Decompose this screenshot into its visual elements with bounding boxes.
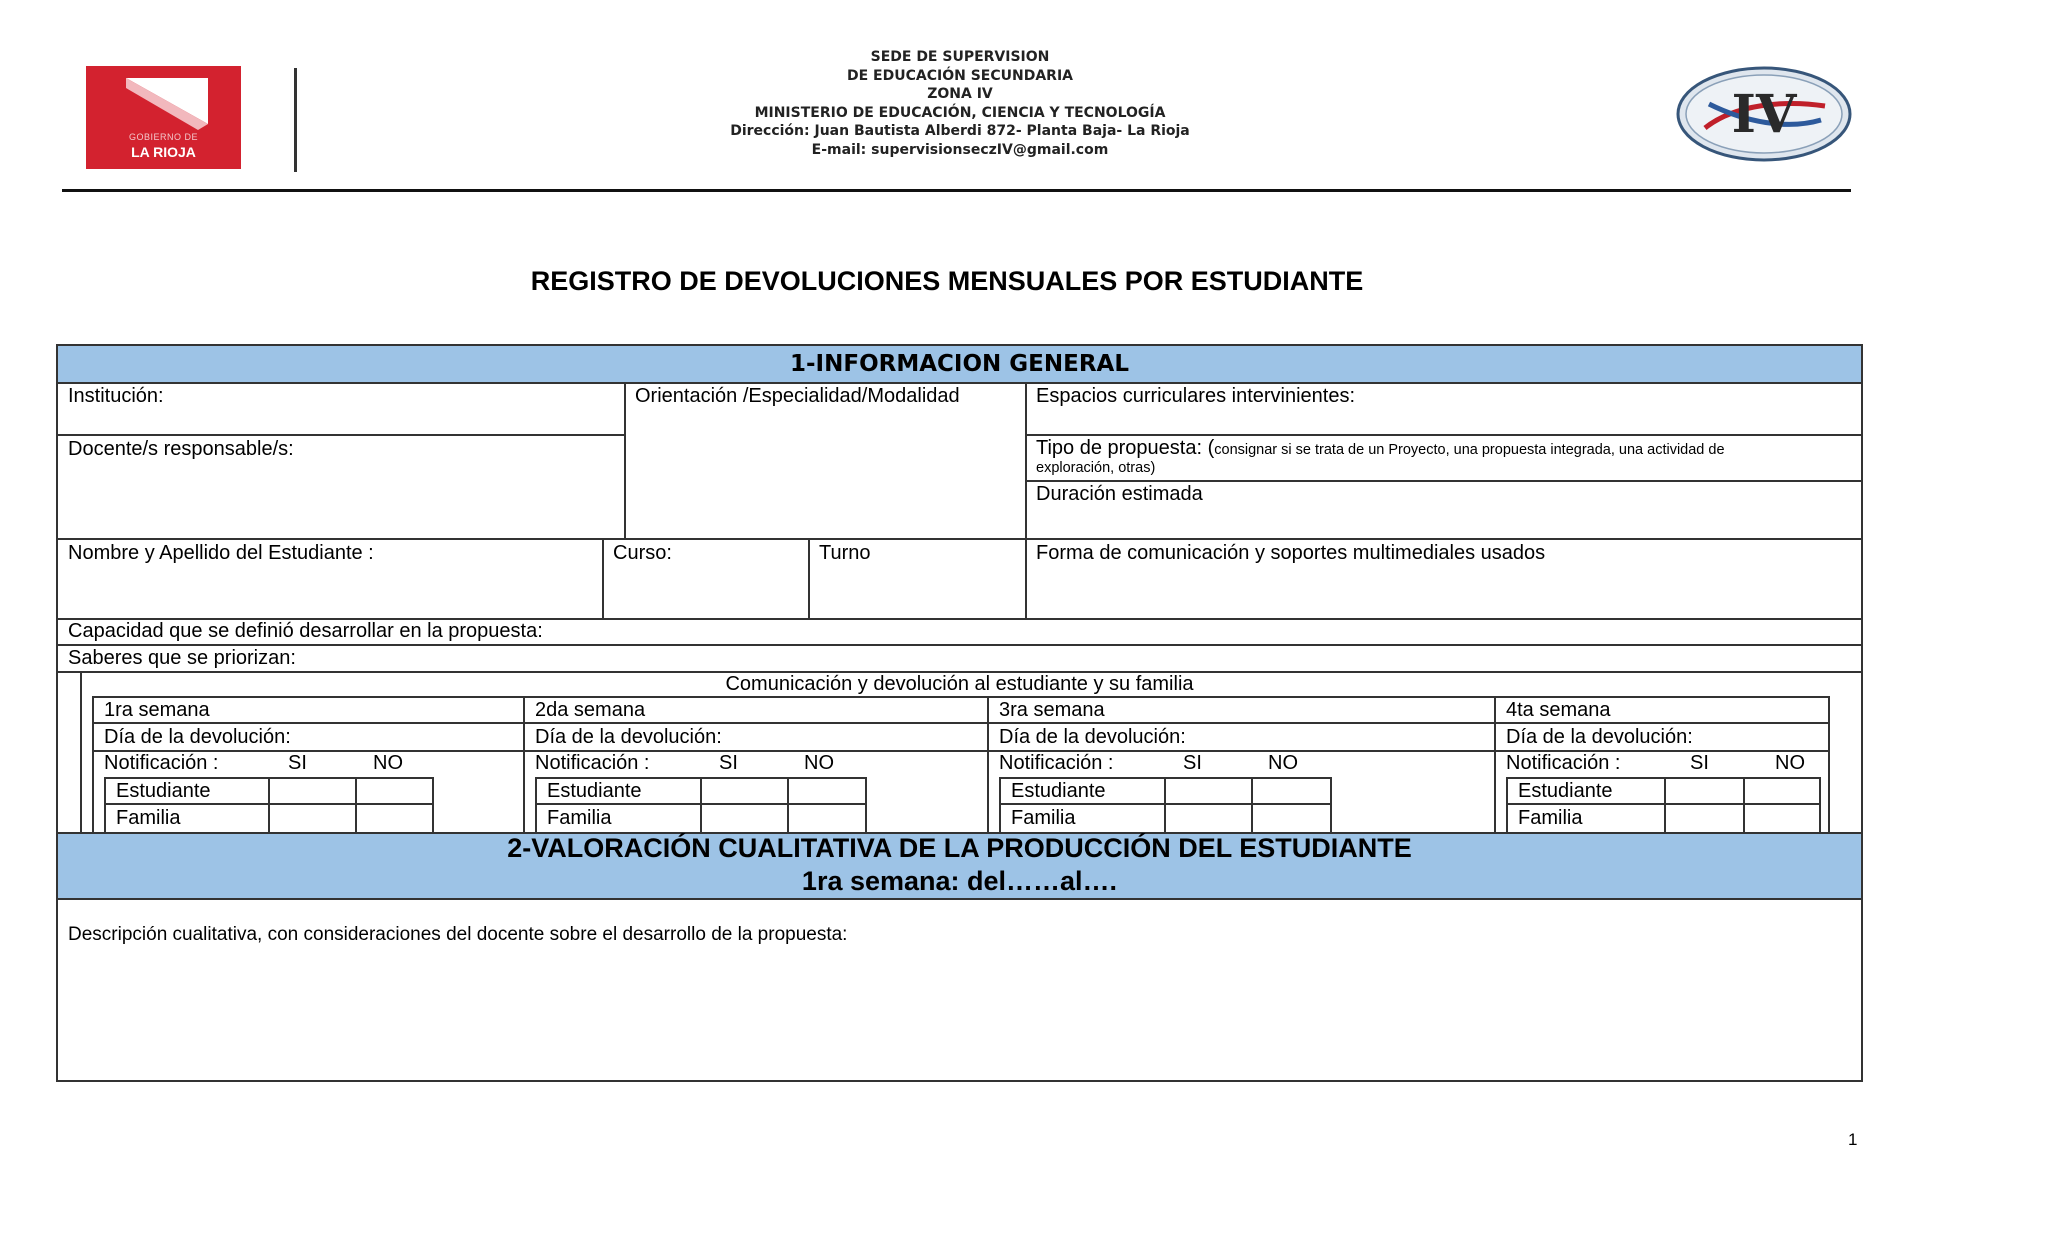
week4-familia: Familia: [1518, 807, 1583, 829]
week4-estudiante: Estudiante: [1518, 780, 1613, 802]
week2-dia: Día de la devolución:: [535, 726, 722, 748]
week1-notificacion: Notificación :: [104, 752, 219, 774]
rule: [58, 382, 1861, 384]
rule: [104, 803, 434, 805]
registro-form: [56, 344, 1863, 1082]
week3-familia: Familia: [1011, 807, 1076, 829]
week2-name: 2da semana: [535, 699, 646, 721]
header-line-4: MINISTERIO DE EDUCACIÓN, CIENCIA Y TECNOLOGÍA: [754, 104, 1166, 121]
zona-iv-seal: [1675, 64, 1853, 164]
header-separator: [294, 68, 297, 172]
rule: [602, 538, 604, 618]
tipo-propuesta-note: consignar si se trata de un Proyecto, una propuesta integrada, una actividad de: [1214, 442, 1725, 458]
duracion-field: Duración estimada: [1036, 483, 1203, 505]
rule: [1025, 434, 1861, 436]
seal-text: IV: [1731, 84, 1797, 145]
rule: [58, 434, 624, 436]
header-line-3: ZONA IV: [927, 86, 993, 103]
logo-text-bottom: LA RIOJA: [131, 144, 196, 160]
week4-no: NO: [1775, 752, 1805, 774]
section2-heading-block: [58, 832, 1861, 898]
forma-comunicacion-field: Forma de comunicación y soportes multimediales usados: [1036, 542, 1546, 564]
rule: [58, 898, 1861, 900]
page-number: 1: [1848, 1130, 1858, 1149]
rule: [535, 803, 867, 805]
logo-text-top: GOBIERNO DE: [128, 132, 198, 142]
header-institution-block: [620, 48, 1300, 160]
week2-notificacion: Notificación :: [535, 752, 650, 774]
rule: [624, 382, 626, 538]
tipo-propuesta-field: [1036, 437, 1725, 460]
nombre-estudiante-field: Nombre y Apellido del Estudiante :: [68, 542, 374, 564]
week2-familia: Familia: [547, 807, 612, 829]
week3-dia: Día de la devolución:: [999, 726, 1186, 748]
week1-name: 1ra semana: [104, 699, 210, 721]
institucion-field: Institución:: [68, 385, 164, 407]
week1-estudiante: Estudiante: [116, 780, 211, 802]
rule: [1025, 480, 1861, 482]
week3-name: 3ra semana: [999, 699, 1105, 721]
document-title: REGISTRO DE DEVOLUCIONES MENSUALES POR ESTUDIANTE: [530, 266, 1364, 296]
week3-notificacion: Notificación :: [999, 752, 1114, 774]
rule: [1506, 803, 1821, 805]
week1-familia: Familia: [116, 807, 181, 829]
week4-name: 4ta semana: [1506, 699, 1611, 721]
docentes-field: Docente/s responsable/s:: [68, 438, 294, 460]
rule: [808, 538, 810, 618]
week4-dia: Día de la devolución:: [1506, 726, 1693, 748]
turno-field: Turno: [819, 542, 871, 564]
orientacion-field: Orientación /Especialidad/Modalidad: [635, 385, 960, 407]
rule: [987, 696, 989, 832]
week2-si: SI: [719, 752, 738, 774]
descripcion-cualitativa-field: Descripción cualitativa, con consideraciones del docente sobre el desarrollo de la propuesta:: [68, 924, 848, 945]
header-rule: [62, 189, 1851, 192]
week1-no: NO: [373, 752, 403, 774]
header-line-1: SEDE DE SUPERVISION: [870, 49, 1050, 65]
week4-si: SI: [1690, 752, 1709, 774]
week1-dia: Día de la devolución:: [104, 726, 291, 748]
header-line-5: Dirección: Juan Bautista Alberdi 872- Planta Baja- La Rioja: [730, 123, 1190, 140]
week3-no: NO: [1268, 752, 1298, 774]
week1-si: SI: [288, 752, 307, 774]
tipo-propuesta-label: Tipo de propuesta: (: [1036, 437, 1215, 459]
saberes-field: Saberes que se priorizan:: [68, 647, 296, 669]
tipo-propuesta-note-2: exploración, otras): [1036, 460, 1156, 476]
header-line-6: E-mail: supervisionseczIV@gmail.com: [811, 141, 1109, 158]
rule: [1025, 382, 1027, 618]
week3-si: SI: [1183, 752, 1202, 774]
section2-heading: 2-VALORACIÓN CUALITATIVA DE LA PRODUCCIÓN DEL ESTUDIANTE: [507, 833, 1412, 863]
week2-no: NO: [804, 752, 834, 774]
gobierno-la-rioja-logo: [86, 66, 241, 169]
week3-estudiante: Estudiante: [1011, 780, 1106, 802]
rule: [58, 538, 1861, 540]
rule: [92, 722, 1830, 724]
comunicacion-heading: Comunicación y devolución al estudiante y su familia: [725, 673, 1194, 695]
section2-subheading: 1ra semana: del……al….: [801, 866, 1118, 896]
week4-notificacion: Notificación :: [1506, 752, 1621, 774]
rule: [1494, 696, 1496, 832]
espacios-field: Espacios curriculares intervinientes:: [1036, 385, 1356, 407]
week2-estudiante: Estudiante: [547, 780, 642, 802]
curso-field: Curso:: [613, 542, 672, 564]
header-line-2: DE EDUCACIÓN SECUNDARIA: [847, 67, 1073, 84]
rule: [58, 644, 1861, 646]
rule: [523, 696, 525, 832]
capacidad-field: Capacidad que se definió desarrollar en la propuesta:: [68, 620, 543, 642]
section1-heading: 1-INFORMACION GENERAL: [790, 351, 1129, 377]
rule: [999, 803, 1332, 805]
